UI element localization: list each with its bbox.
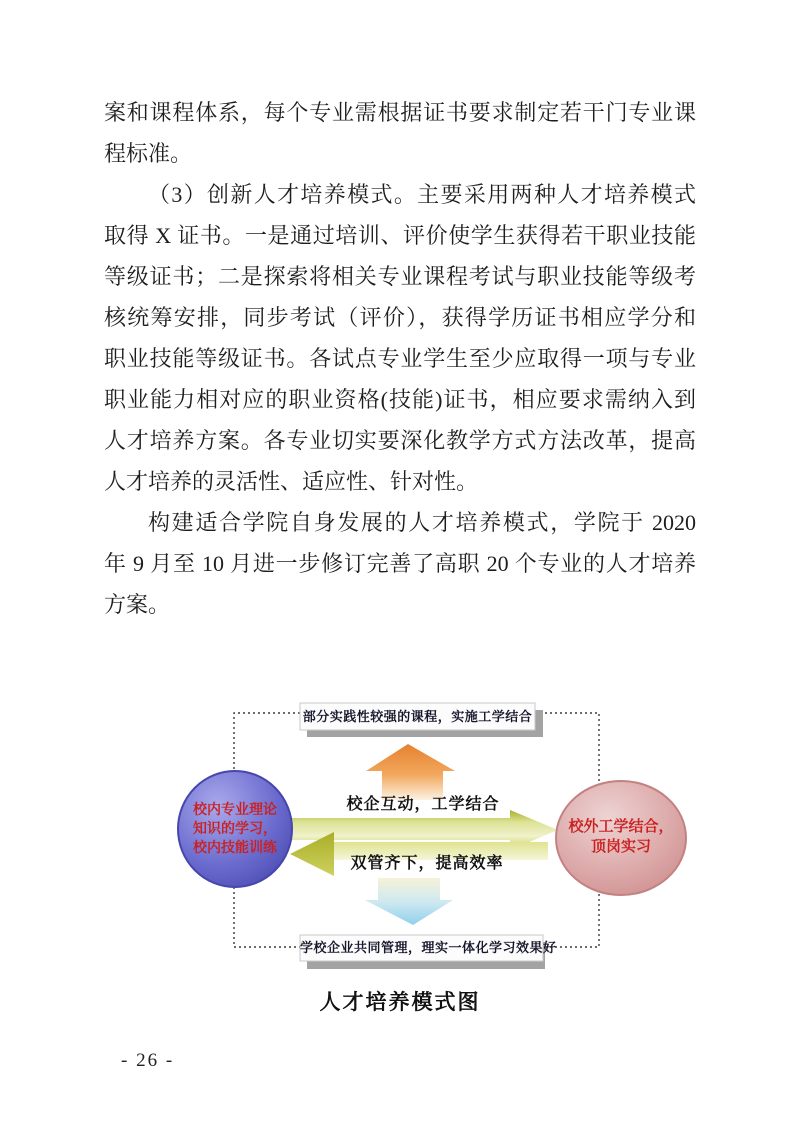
text-line: 职业能力相对应的职业资格(技能)证书，相应要求需纳入到 <box>104 387 696 412</box>
left-circle-line: 知识的学习， <box>193 820 277 836</box>
top-box-label: 部分实践性较强的课程，实施工学结合 <box>302 709 533 724</box>
text-line: 人才培养方案。各专业切实要深化教学方式方法改革，提高 <box>104 428 696 453</box>
text-line: 职业技能等级证书。各试点专业学生至少应取得一项与专业 <box>104 346 696 371</box>
center-bottom-label: 双管齐下，提高效率 <box>350 855 504 872</box>
left-circle-line: 校内专业理论 <box>193 801 277 817</box>
text-line: 年 9 月至 10 月进一步修订完善了高职 20 个专业的人才培养 <box>104 551 696 576</box>
center-top-label: 校企互动，工学结合 <box>346 796 500 813</box>
left-circle-line: 校内技能训练 <box>193 839 277 855</box>
text-line: 程标准。 <box>104 141 193 166</box>
text-line: 案和课程体系，每个专业需根据证书要求制定若干门专业课 <box>104 100 696 125</box>
body-text <box>104 92 696 625</box>
text-line: 构建适合学院自身发展的人才培养模式，学院于 2020 <box>148 510 696 535</box>
text-line: 核统筹安排，同步考试（评价），获得学历证书相应学分和 <box>104 305 696 330</box>
text-line: 取得 X 证书。一是通过培训、评价使学生获得若干职业技能 <box>104 223 696 248</box>
left-circle-label <box>177 800 293 857</box>
talent-model-diagram <box>165 690 710 985</box>
text-line: （3）创新人才培养模式。主要采用两种人才培养模式 <box>148 182 696 207</box>
page-number: - 26 - <box>121 1050 175 1071</box>
bottom-box-label: 学校企业共同管理，理实一体化学习效果好 <box>300 940 557 955</box>
text-line: 方案。 <box>104 592 171 617</box>
diagram-caption: 人才培养模式图 <box>319 990 481 1014</box>
text-line: 等级证书；二是探索将相关专业课程考试与职业技能等级考 <box>104 264 696 289</box>
text-line: 人才培养的灵活性、适应性、针对性。 <box>104 469 479 494</box>
right-circle-line: 校外工学结合， <box>568 818 674 835</box>
right-circle-line: 顶岗实习 <box>590 838 651 855</box>
right-circle-label <box>556 817 686 857</box>
down-arrow <box>365 878 453 925</box>
